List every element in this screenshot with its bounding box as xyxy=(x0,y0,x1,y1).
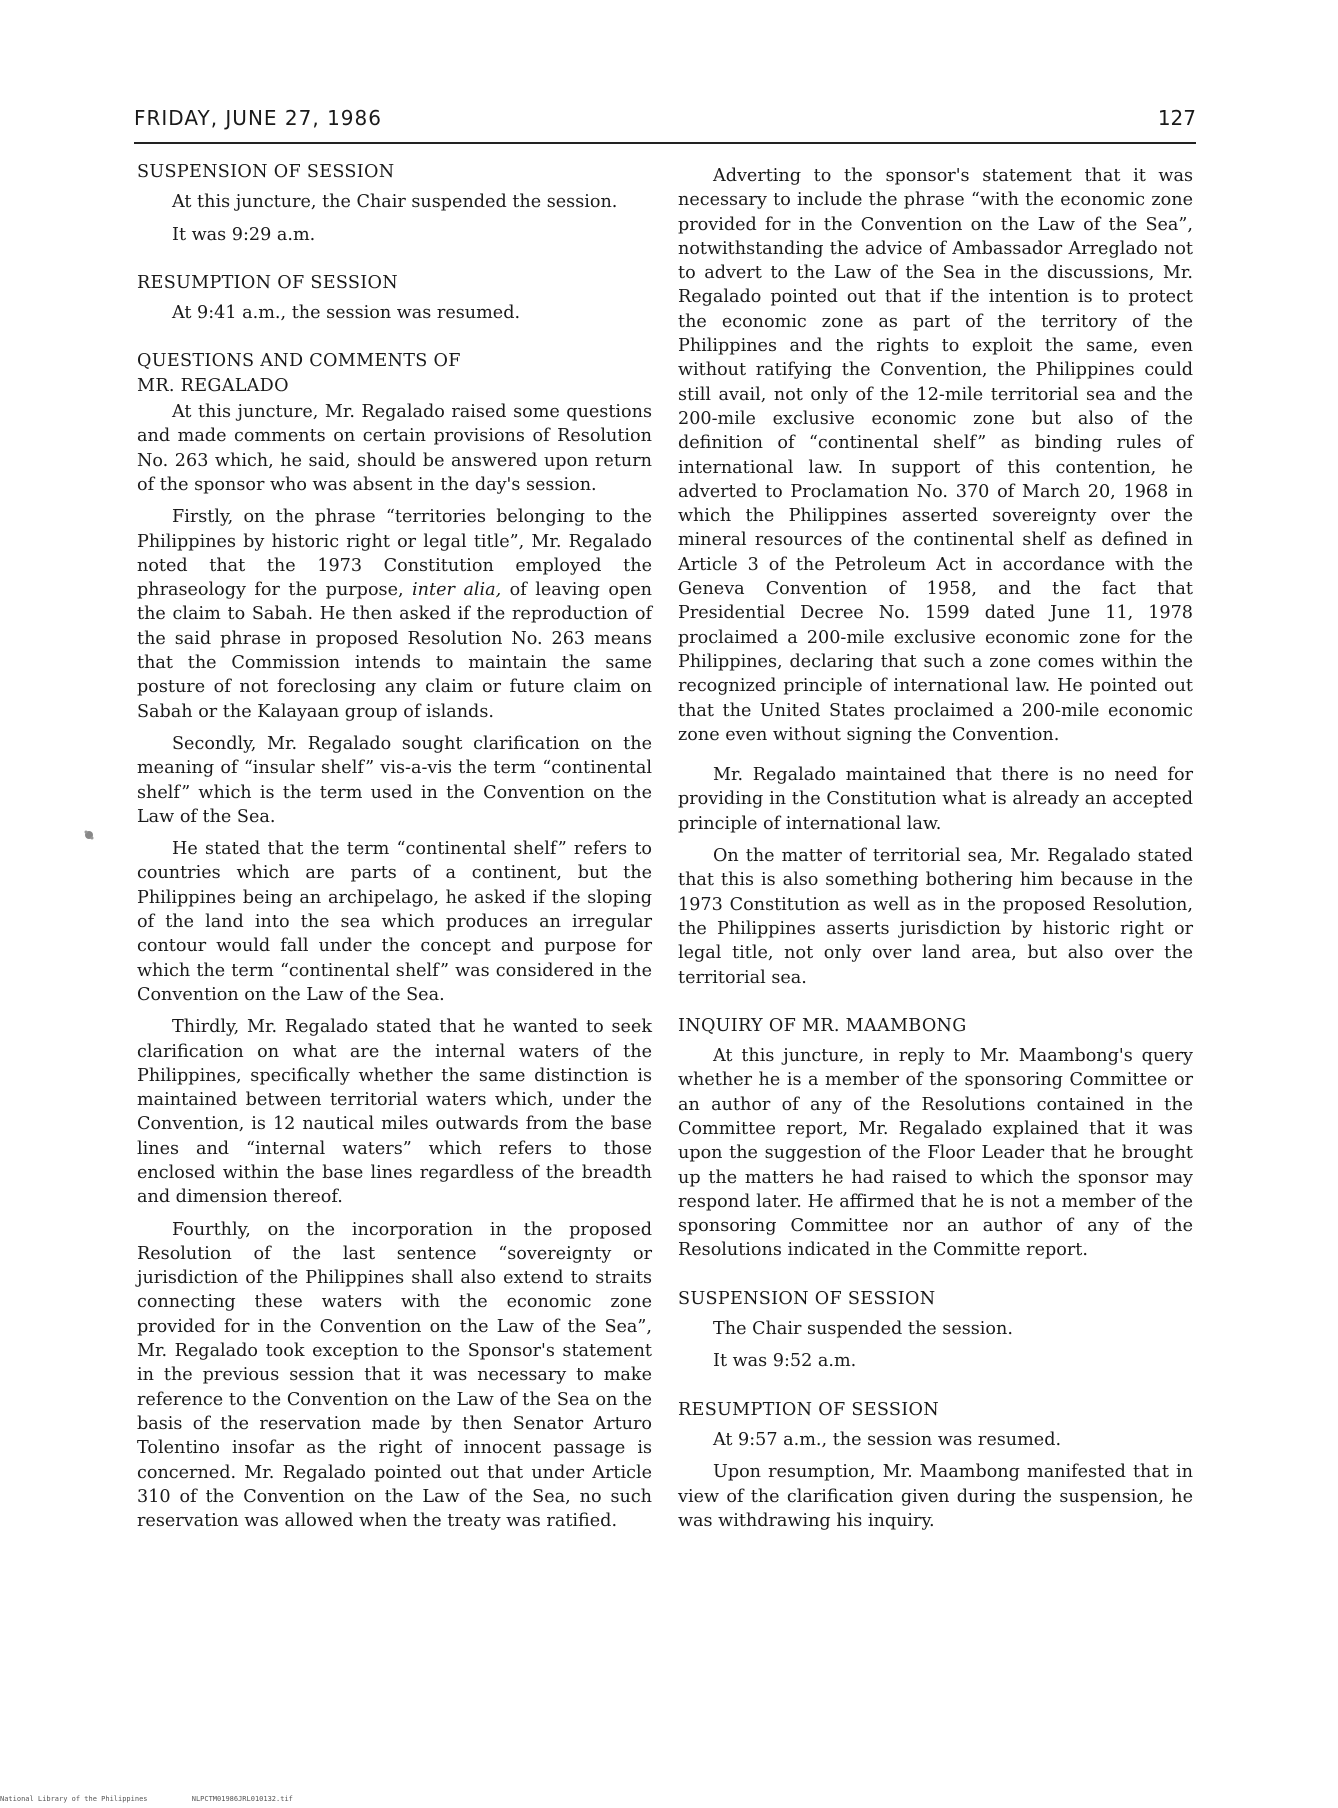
page-header xyxy=(134,106,1196,144)
paragraph: At this juncture, the Chair suspended the session. xyxy=(172,192,618,213)
scan-footer xyxy=(0,1795,333,1803)
page-number: 127 xyxy=(1157,106,1196,130)
paragraph: Mr. Regalado maintained that there is no need for providing in the Constitution what is already an accepted principle of international law. xyxy=(678,765,1193,834)
scan-filename: NLPCTM01986JRL010132.tif xyxy=(191,1795,293,1803)
left-column xyxy=(137,160,652,1541)
heading-line: MR. REGALADO xyxy=(137,375,289,396)
heading-line: QUESTIONS AND COMMENTS OF xyxy=(137,351,461,372)
paragraph: He stated that the term “continental shelf” refers to countries which are parts of a continent, but the Philippines being an archipelago, he asked if the sloping of the land into the sea which produces an irregular contour would fall under the concept and purpose for which the term “continental shelf” was considered in the Convention on the Law of the Sea. xyxy=(137,839,652,1005)
paragraph: On the matter of territorial sea, Mr. Regalado stated that this is also something bothering him because in the 1973 Constitution as well as in the proposed Resolution, the Philippines asserts jurisdiction by historic right or legal title, not only over land area, but also over the territorial sea. xyxy=(678,846,1193,988)
library-credit: National Library of the Philippines xyxy=(0,1795,148,1803)
section-heading: INQUIRY OF MR. MAAMBONG xyxy=(678,1015,967,1036)
italic-phrase: inter alia, xyxy=(412,580,502,601)
section-heading xyxy=(137,349,652,398)
section-heading: SUSPENSION OF SESSION xyxy=(137,162,395,182)
paragraph: It was 9:52 a.m. xyxy=(713,1351,857,1372)
paragraph: The Chair suspended the session. xyxy=(713,1319,1013,1340)
paragraph: Adverting to the sponsor's statement that it was necessary to include the phrase “with the economic zone provided for in the Convention on the Law of the Sea”, notwithstanding the advice of Ambassador Arreglado not to advert to the Law of the Sea in the discussions, Mr. Regalado pointed out that if the intention is to protect the economic zone as part of the territory of the Philippines and the rights to exploit the same, even without ratifying the Convention, the Philippines could still avail, not only of the 12-mile territorial sea and the 200-mile exclusive economic zone but also of the definition of “continental shelf” as binding rules of international law. In support of this contention, he adverted to Proclamation No. 370 of March 20, 1968 in which the Philippines asserted sovereignty over the mineral resources of the continental shelf as defined in Article 3 of the Petroleum Act in accordance with the Geneva Convention of 1958, and the fact that Presidential Decree No. 1599 dated June 11, 1978 proclaimed a 200-mile exclusive economic zone for the Philippines, declaring that such a zone comes within the recognized principle of international law. He pointed out that the United States proclaimed a 200-mile economic zone even without signing the Convention. xyxy=(678,166,1193,745)
paragraph: Fourthly, on the incorporation in the proposed Resolution of the last sentence “sovereignty or jurisdiction of the Philippines shall also extend to straits connecting these waters with the economic zone provided for in the Convention on the Law of the Sea”, Mr. Regalado took exception to the Sponsor's statement in the previous session that it was necessary to make reference to the Convention on the Law of the Sea on the basis of the reservation made by then Senator Arturo Tolentino insofar as the right of innocent passage is concerned. Mr. Regalado pointed out that under Article 310 of the Convention on the Law of the Sea, no such reservation was allowed when the treaty was ratified. xyxy=(137,1219,652,1532)
header-date: FRIDAY, JUNE 27, 1986 xyxy=(134,106,382,130)
paragraph: At this juncture, in reply to Mr. Maambong's query whether he is a member of the sponsoring Committee or an author of any of the Resolutions contained in the Committee report, Mr. Regalado explained that it was upon the suggestion of the Floor Leader that he brought up the matters he had raised to which the sponsor may respond later. He affirmed that he is not a member of the sponsoring Committee nor an author of any of the Resolutions indicated in the Committe report. xyxy=(678,1046,1193,1261)
scan-speck-icon xyxy=(82,828,96,842)
paragraph: Secondly, Mr. Regalado sought clarification on the meaning of “insular shelf” vis-a-vis the term “continental shelf” which is the term used in the Convention on the Law of the Sea. xyxy=(137,733,652,827)
section-heading: RESUMPTION OF SESSION xyxy=(137,272,398,293)
paragraph: At 9:57 a.m., the session was resumed. xyxy=(713,1429,1062,1450)
paragraph: It was 9:29 a.m. xyxy=(172,224,316,245)
section-heading: RESUMPTION OF SESSION xyxy=(678,1399,939,1420)
paragraph: Upon resumption, Mr. Maambong manifested that in view of the clarification given during the suspension, he was withdrawing his inquiry. xyxy=(678,1462,1193,1531)
paragraph: At this juncture, Mr. Regalado raised some questions and made comments on certain provisions of Resolution No. 263 which, he said, should be answered upon return of the sponsor who was absent in the day's session. xyxy=(137,402,652,495)
paragraph: Firstly, on the phrase “territories belonging to the Philippines by historic right or legal title”, Mr. Regalado noted that the 1973 Constitution employed the phraseology for the purpose, inter alia, of leaving open the claim to Sabah. He then asked if the reproduction of the said phrase in proposed Resolution No. 263 means that the Commission intends to maintain the same posture of not foreclosing any claim or future claim on Sabah or the Kalayaan group of islands. xyxy=(137,507,652,722)
paragraph: At 9:41 a.m., the session was resumed. xyxy=(172,303,521,324)
right-column xyxy=(678,164,1193,1541)
paragraph: Thirdly, Mr. Regalado stated that he wanted to seek clarification on what are the internal waters of the Philippines, specifically whether the same distinction is maintained between territorial waters which, under the Convention, is 12 nautical miles outwards from the base lines and “internal waters” which refers to those enclosed within the base lines regardless of the breadth and dimension thereof. xyxy=(137,1017,652,1208)
section-heading: SUSPENSION OF SESSION xyxy=(678,1288,936,1309)
